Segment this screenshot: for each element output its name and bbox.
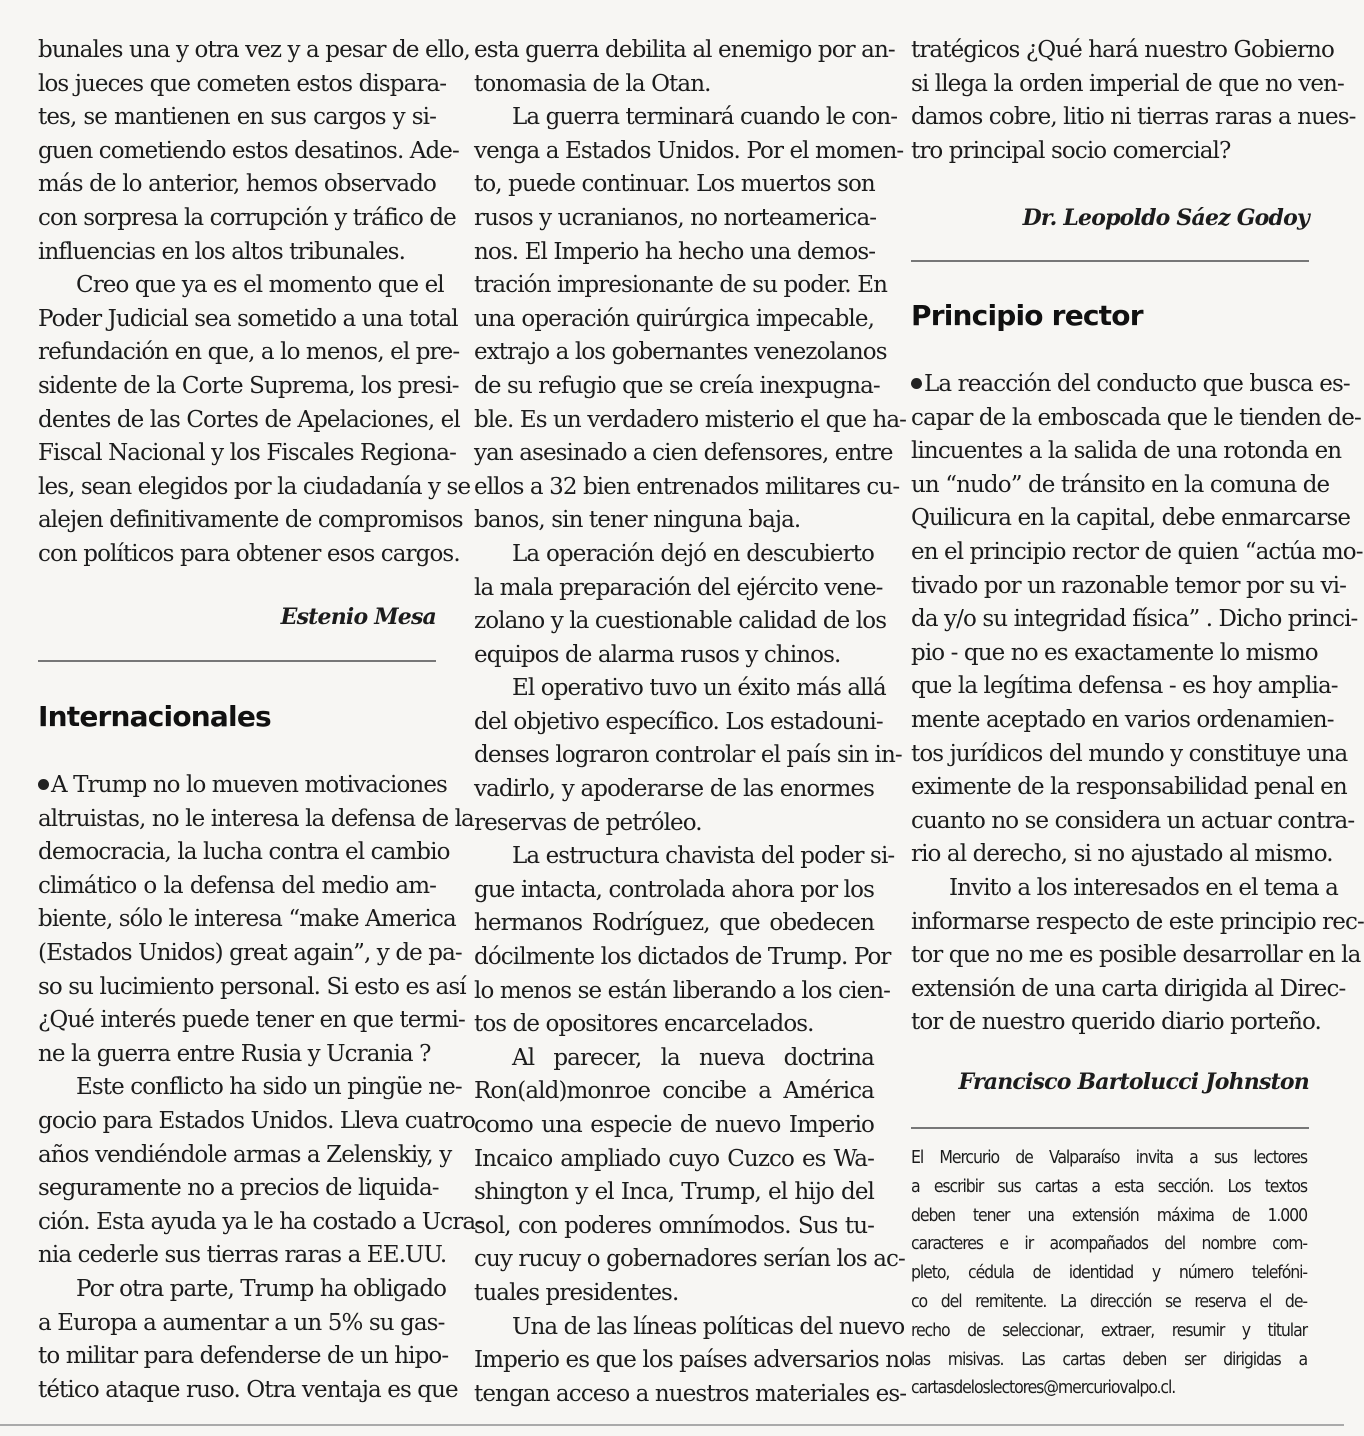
text-line: yan asesinado a cien defensores, entre (474, 440, 893, 467)
editorial-notice (911, 1144, 1307, 1403)
text-line: biente, sólo le interesa “make America (38, 906, 456, 933)
text-line: lo menos se están liberando a los cien- (474, 977, 891, 1004)
text-line: un “nudo” de tránsito en la comuna de (911, 471, 1330, 498)
text-line: del objetivo específico. Los estadouni- (474, 708, 883, 735)
text-line: seguramente no a precios de liquida- (38, 1175, 439, 1202)
text-line: La guerra terminará cuando le con- (512, 104, 898, 131)
text-line: ellos a 32 bien entrenados militares cu- (474, 473, 900, 500)
letter-body-imperio (474, 34, 913, 1411)
text-line: tos de opositores encarcelados. (474, 1011, 814, 1038)
text-line: reservas de petróleo. (474, 809, 702, 836)
text-line: Una de las líneas políticas del nuevo (512, 1313, 905, 1340)
text-line: rio al derecho, si no ajustado al mismo. (911, 841, 1333, 868)
text-line: Este conflicto ha sido un pingüe ne- (76, 1074, 462, 1101)
text-line: gocio para Estados Unidos. Lleva cuatro (38, 1107, 475, 1134)
text-line: con políticos para obtener esos cargos. (38, 540, 460, 567)
text-line: La estructura chavista del poder si- (512, 843, 895, 870)
text-line: democracia, la lucha contra el cambio (38, 839, 450, 866)
text-line: to, puede continuar. Los muertos son (474, 171, 875, 198)
text-line: tro principal socio comercial? (911, 137, 1231, 164)
letter-body-internacionales (38, 769, 483, 1407)
text-line: ción. Esta ayuda ya le ha costado a Ucra- (38, 1208, 483, 1235)
text-line: eximente de la responsabilidad penal en (911, 774, 1347, 801)
text-line: de su refugio que se creía inexpugna- (474, 372, 880, 399)
text-line: denses lograron controlar el país sin in- (474, 742, 902, 769)
notice-line: las misivas. Las cartas deben ser dirigidas a (911, 1349, 1307, 1370)
text-line: Poder Judicial sea sometido a una total (38, 305, 458, 332)
text-line: gue intacta, controlada ahora por los (474, 876, 874, 903)
text-line: informarse respecto de este principio rec- (911, 908, 1364, 935)
text-line: vadirlo, y apoderarse de las enormes (474, 776, 874, 803)
text-line: Ron(ald)monroe concibe a América (474, 1078, 874, 1105)
text-line: que la legítima defensa - es hoy amplia- (911, 673, 1338, 700)
text-line: sol, con poderes omnímodos. Sus tu- (474, 1212, 874, 1239)
section-title-principio-rector: Principio rector (911, 299, 1143, 332)
text-line: la mala preparación del ejército vene- (474, 574, 883, 601)
text-line: Imperio es que los países adversarios no (474, 1347, 913, 1374)
text-line: tengan acceso a nuestros materiales es- (474, 1380, 907, 1407)
text-line: Al parecer, la nueva doctrina (512, 1044, 874, 1071)
text-line: dócilmente los dictados de Trump. Por (474, 944, 891, 971)
text-line: banos, sin tener ninguna baja. (474, 507, 801, 534)
text-line: capar de la emboscada que le tienden de- (911, 404, 1361, 431)
text-line: Incaico ampliado cuyo Cuzco es Wa- (474, 1145, 874, 1172)
text-line: nia cederle sus tierras raras a EE.UU. (38, 1242, 447, 1269)
notice-line: a escribir sus cartas a esta sección. Los textos (911, 1176, 1307, 1197)
text-line: en el principio rector de quien “actúa mo- (911, 538, 1363, 565)
text-line: más de lo anterior, hemos observado (38, 171, 436, 198)
notice-line: caracteres e ir acompañados del nombre com- (911, 1234, 1307, 1255)
section-title-internacionales: Internacionales (38, 700, 271, 733)
bullet-icon (38, 779, 49, 790)
text-line: mente aceptado en varios ordenamien- (911, 706, 1334, 733)
notice-line: co del remitente. La dirección se reserva el de- (911, 1291, 1307, 1312)
text-line: Quilicura en la capital, debe enmarcarse (911, 505, 1351, 532)
text-line: años vendiéndole armas a Zelenskiy, y (38, 1141, 452, 1168)
notice-line: pleto, cédula de identidad y número telefóni- (911, 1263, 1307, 1284)
text-line: equipos de alarma rusos y chinos. (474, 641, 841, 668)
notice-line: recho de seleccionar, extraer, resumir y titular (911, 1320, 1307, 1341)
text-line: Invito a los interesados en el tema a (949, 874, 1338, 901)
letter-signature: Estenio Mesa (280, 604, 436, 630)
text-line: Por otra parte, Trump ha obligado (76, 1275, 447, 1302)
text-line: a Europa a aumentar a un 5% su gas- (38, 1309, 445, 1336)
text-line: venga a Estados Unidos. Por el momen- (474, 137, 904, 164)
text-line: extrajo a los gobernantes venezolanos (474, 339, 887, 366)
text-line: altruistas, no le interesa la defensa de la (38, 805, 474, 832)
page-bottom-rule (0, 1424, 1344, 1426)
text-line: Creo que ya es el momento que el (76, 272, 444, 299)
text-line: da y/o su integridad física” . Dicho princi- (911, 606, 1358, 633)
text-line: tonomasia de la Otan. (474, 70, 711, 97)
text-line: El operativo tuvo un éxito más allá (512, 675, 886, 702)
text-line: sidente de la Corte Suprema, los presi- (38, 372, 459, 399)
text-line: alejen definitivamente de compromisos (38, 507, 463, 534)
divider-rule (38, 660, 436, 662)
text-line: tos jurídicos del mundo y constituye una (911, 740, 1348, 767)
text-line: tivado por un razonable temor por su vi- (911, 572, 1346, 599)
text-line: tuales presidentes. (474, 1279, 679, 1306)
text-line: los jueces que cometen estos dispara- (38, 70, 447, 97)
text-line: una operación quirúrgica impecable, (474, 305, 874, 332)
text-line: nos. El Imperio ha hecho una demos- (474, 238, 876, 265)
letter-body-imperio-end (911, 34, 1356, 168)
text-line: Fiscal Nacional y los Fiscales Regiona- (38, 440, 456, 467)
text-line: les, sean elegidos por la ciudadanía y se (38, 473, 471, 500)
text-line: tor de nuestro querido diario porteño. (911, 1009, 1321, 1036)
text-line: tratégicos ¿Qué hará nuestro Gobierno (911, 37, 1334, 63)
notice-line: El Mercurio de Valparaíso invita a sus lectores (911, 1148, 1307, 1168)
text-line: ¿Qué interés puede tener en que termi- (38, 1007, 465, 1034)
letter-signature: Dr. Leopoldo Sáez Godoy (1022, 205, 1309, 231)
letter-body-judicial (38, 34, 471, 572)
text-line: rusos y ucranianos, no norteamerica- (474, 204, 877, 231)
text-line: tor que no me es posible desarrollar en la (911, 942, 1361, 969)
text-line: ne la guerra entre Rusia y Ucrania ? (38, 1040, 431, 1067)
text-line: climático o la defensa del medio am- (38, 872, 436, 899)
text-line: esta guerra debilita al enemigo por an- (474, 37, 895, 63)
divider-rule (911, 260, 1309, 262)
text-line: zolano y la cuestionable calidad de los (474, 608, 887, 635)
text-line: damos cobre, litio ni tierras raras a nues- (911, 104, 1356, 131)
text-line: si llega la orden imperial de que no ven- (911, 70, 1344, 97)
text-line: cuanto no se considera un actuar contra- (911, 807, 1355, 834)
notice-line: deben tener una extensión máxima de 1.000 (911, 1205, 1307, 1226)
text-line: dentes de las Cortes de Apelaciones, el (38, 406, 460, 433)
text-line: shington y el Inca, Trump, el hijo del (474, 1179, 874, 1206)
notice-email: cartasdeloslectores@mercuriovalpo.cl. (911, 1378, 1176, 1399)
text-line: cuy rucuy o gobernadores serían los ac- (474, 1246, 905, 1273)
text-line: hermanos Rodríguez, que obedecen (474, 910, 874, 937)
bullet-icon (911, 378, 922, 389)
text-line: ble. Es un verdadero misterio el que ha- (474, 406, 907, 433)
text-line: influencias en los altos tribunales. (38, 238, 406, 265)
text-line: lincuentes a la salida de una rotonda en (911, 438, 1342, 465)
text-line: tético ataque ruso. Otra ventaja es que (38, 1376, 458, 1403)
text-line: so su lucimiento personal. Si esto es así (38, 973, 466, 1000)
text-line: tración impresionante de su poder. En (474, 272, 888, 299)
text-line: bunales una y otra vez y a pesar de ello, (38, 37, 470, 63)
text-line: tes, se mantienen en sus cargos y si- (38, 104, 436, 131)
text-line: guen cometiendo estos desatinos. Ade- (38, 137, 459, 164)
text-line: (Estados Unidos) great again”, y de pa- (38, 939, 462, 966)
text-line: extensión de una carta dirigida al Direc- (911, 975, 1346, 1002)
text-line: refundación en que, a lo menos, el pre- (38, 339, 460, 366)
text-line: con sorpresa la corrupción y tráfico de (38, 204, 456, 231)
text-line: como una especie de nuevo Imperio (474, 1112, 874, 1138)
text-line: to militar para defenderse de un hipo- (38, 1343, 449, 1370)
text-line: La operación dejó en descubierto (512, 540, 874, 567)
text-line: La reacción del conducto que busca es- (911, 368, 1309, 402)
letter-body-principio (911, 368, 1364, 1040)
text-line: pio - que no es exactamente lo mismo (911, 639, 1318, 666)
letter-signature: Francisco Bartolucci Johnston (958, 1069, 1309, 1095)
divider-rule (911, 1127, 1309, 1129)
text-line: A Trump no lo mueven motivaciones (38, 769, 436, 803)
